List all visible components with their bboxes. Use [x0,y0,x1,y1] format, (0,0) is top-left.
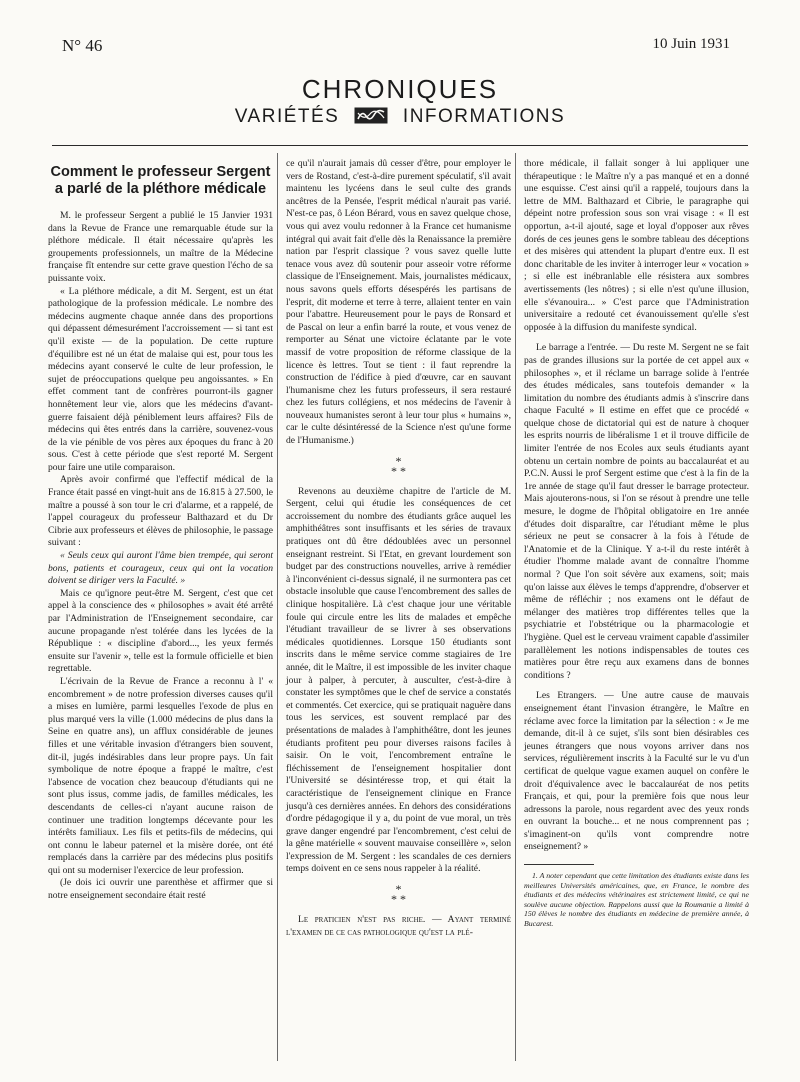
subtitle-left: VARIÉTÉS [234,106,340,127]
section-title: CHRONIQUES [301,74,499,104]
paragraph: « Seuls ceux qui auront l'âme bien trempée, qui seront bons, patients et courageux, ceux qui ont la vocation doivent se diriger vers la Faculté. » [48,550,273,587]
column-3 [524,158,749,929]
footnote [524,871,749,929]
section-separator: * * * [391,453,406,478]
paragraph: L'écrivain de la Revue de France a reconnu à l' « encombrement » de notre profession diverses causes qu'il a mises en lumière, parmi lesquelles l'exode de plus en plus marqué vers la ville (1.000 médecins de plus dans la Seine en quatre ans), un afflux considérable de jeunes filles et une véritable invasion d'étrangers bien souvent, dit-il, jugés indésirables dans leur propre pays. Un fait symbolique de notre époque a frappé le maître, c'est l'absence de vocation chez beaucoup d'étudiants qui ne sont plus issus, comme jadis, de familles médicales, les descendants de celles-ci n'ayant aucune raison de continuer une tradition longtemps décevante pour les intérêts familiaux. Les fils et petits-fils de médecins, qui ont connu le labeur paternel et la misère dorée, ont été remplacés dans la carrière par des médecins plus positifs qui ont su moderniser l'exercice de leur profession. [48,675,273,876]
paragraph: (Je dois ici ouvrir une parenthèse et affirmer que si notre enseignement secondaire était resté [48,877,273,902]
column-2 [286,158,511,939]
footnote-rule [524,864,594,865]
column-divider [515,153,516,1061]
section-subtitle [0,106,800,128]
paragraph: Le barrage a l'entrée. — Du reste M. Sergent ne se fait pas de grandes illusions sur la portée de cet appel aux « philosophes », et il réclame un barrage solide à l'entrée des études médicales, sans toutefois demander « la limitation du nombre des étudiants admis à s'inscrire dans chaque Faculté » Il estime en effet que ce procédé « quelque chose de dictatorial qui est de nature à choquer les esprits nourris de libéralisme 1 et il trouve difficile de limiter l'entrée de nos Ecoles aux seuls étudiants ayant obtenu un certain nombre de points au baccalauréat et au P.C.N. Aussi le prof Sergent estime que c'est à la fin de la 1re année de stage qu'il faut dresser le barrage protecteur. Mais ajouterons-nous, si l'on se résout à prendre une telle mesure, le dogme de l'hôpital obligatoire en 1re année d'études doit disparaître, car l'étudiant même le plus sérieux ne peut se consacrer à la fois à l'étude de l'Anatomie et de la Clinique. Y a-t-il du reste intérêt à étudier l'homme malade avant de connaître l'homme normal ? Que l'on soit sévère aux examens, soit; mais qu'on laisse aux élèves le temps d'apprendre, d'observer et même de réfléchir ; nos examens ont le défaut de mélanger des matières trop différentes telles que la psychiatrie et l'obstétrique ou la pharmacologie et l'hygiène. Quel est le cerveau vraiment capable d'assimiler parallèlement les notions indispensables de toutes ces matières pour être reçu aux examens dans de bonnes conditions ? [524,342,749,681]
subtitle-right: INFORMATIONS [402,106,566,127]
ornament-icon [354,107,388,124]
paragraph: Après avoir confirmé que l'effectif médical de la France était passé en vingt-huit ans de 16.815 à 27.500, le maître a poussé à son tour le cri d'alarme, et a rappelé, de l'appel courageux du professeur Balthazard et du Dr Cibrie aux professeurs et élèves de philosophie, le passage suivant : [48,474,273,549]
issue-number: N° 46 [62,36,103,55]
footnote-text: 1. A noter cependant que cette limitation des étudiants existe dans les meilleures Universités américaines, que, en France, le nombre des étudiants et des médecins vétérinaires est strictement limité, ce qui ne soulève aucune objection. Rappelons aussi que la Roumanie a limité à 150 élèves le nombre des étudiants en médecine de première année, à Bucarest. [524,871,749,929]
column-1 [48,158,273,903]
paragraph: Les Etrangers. — Une autre cause de mauvais enseignement étant l'invasion étrangère, le Maître en réclame avec force la limitation par la sélection : « Je me demande, dit-il à ce sujet, s'ils sont bien désirables ces jeunes étrangers que nous voyons arriver dans nos services, régulièrement inscrits à la Faculté sur le vu d'un certificat de quelque vague examen auquel on confère le droit d'équivalence avec le baccalauréat de nos petits Français, et qui, pour la première fois que nous leur adressons la parole, nous regardent avec des yeux ronds en ouvrant la bouche... et ne nous comprennent pas ; s'imaginent-on qu'ils vont comprendre notre enseignement? » [524,690,749,853]
paragraph: « La pléthore médicale, a dit M. Sergent, est un état pathologique de la profession médicale. Le nombre des médecins augmente chaque année dans des proportions qui dépassent démesurément l'accroissement — si tant est qu'il existe — de la population. De cette rupture d'équilibre est né un état de malaise qui est, pour tous les médecins ayant conservé le culte de leur profession, le sujet de préoccupations quelque peu angoissantes. » En effet comment tant de confrères pourront-ils gagner honnêtement leur vie, alors que les médecins d'avant-guerre faisaient déjà péniblement leurs affaires? Fils de médecins qui êtes entrés dans la carrière, souvenez-vous de la vie pénible de vos pères aux époques du franc à 20 sous. C'est à cette période que s'est reporté M. Sergent pour faire une utile comparaison. [48,285,273,473]
paragraph: M. le professeur Sergent a publié le 15 Janvier 1931 dans la Revue de France une remarquable étude sur la pléthore médicale. Il était nécessaire qu'après les groupements professionnels, un maître de la Médecine française fît entendre sur cette grave question l'écho de sa puissante voix. [48,210,273,284]
paragraph: Mais ce qu'ignore peut-être M. Sergent, c'est que cet appel à la conscience des « philosophes » avait été arrêté par l'Administration de l'Enseignement secondaire, car aucune propagande n'est tolérée dans les lycées de la République : « discipline d'abord..., les yeux fermés ensuite sur l'avenir », telle est la formule officielle et bien regrettable. [48,587,273,675]
paragraph: ce qu'il n'aurait jamais dû cesser d'être, pour employer le vers de Rostand, c'est-à-dire purement spéculatif, s'il avait maintenu les lycéens dans le seul culte des grands ancêtres de la Pensée, l'esprit médical n'aurait pas varié. N'est-ce pas, ô Léon Bérard, vous en savez quelque chose, vous qui avez voulu redonner à la France cet humanisme intégral qui avait fait d'elle dès la Renaissance la première nation par l'esprit classique ? vous savez quelle lutte tenace vous avez dû soutenir pour asseoir votre réforme classique de l'Enseignement. Mais, journalistes médicaux, nous savons quels efforts désespérés les partisans de l'esprit, dit moderne et terre à terre, allaient tenter en vain pour l'abattre. Heureusement pour le pays de Ronsard et de Pascal on leur a enfin barré la route, et vous venez de remporter au Sénat une victoire éclatante par le vote massif de votre proposition de réforme classique de la licence ès lettres. Tout se tient : il faut reprendre la construction de l'édifice à pied d'œuvre, car en sauvant l'humanisme chez les futurs professeurs, il sera restauré chez les futurs collégiens, et nos médecins de l'avenir à nouveaux humanistes seront à leur tour plus « humains », car le culte désintéressé de la Science n'est qu'une forme de l'Humanisme.) [286,158,511,447]
header-rule [52,145,748,146]
issue-date: 10 Juin 1931 [652,36,730,52]
section-separator: * * * [391,882,406,907]
paragraph: Le praticien n'est pas riche. — Ayant terminé l'examen de ce cas pathologique qu'est la plé- [286,914,511,938]
column-divider [277,153,278,1061]
paragraph: thore médicale, il fallait songer à lui appliquer une thérapeutique : le Maître n'y a pas manqué et en a donné une esquisse. C'est ainsi qu'il a rappelé, toujours dans la lettre de MM. Balthazard et Cibrie, le paragraphe qui dépeint notre profession sous son vrai visage : « Il est opportun, a-t-il ajouté, sage et loyal d'opposer aux rêves dorés de ces jeunes gens le sombre tableau des déceptions et des misères qui attendent la plupart d'entre eux. Il est donc charitable de les inviter à interroger leur « vocation » ; si elle est inébranlable elle résistera aux sombres avertissements (les nôtres) ; si elle n'est qu'une illusion, elle s'évanouira... » C'est parce que l'Administration universitaire a redouté cet évanouissement qu'elle s'est opposée à la diffusion du manifeste syndical. [524,158,749,333]
paragraph: Revenons au deuxième chapitre de l'article de M. Sergent, celui qui étudie les conséquences de cet accroissement du nombre des étudiants grâce auquel les amphithéâtres sont insuffisants et les séries de travaux pratiques ont dû être dédoublées avec un personnel enseignant restreint. Si l'Etat, en grevant lourdement son budget par des constructions nouvelles, arrive à remédier à l'inconvénient ci-dessus signalé, il ne surmontera pas cet obstacle insoluble que cause l'encombrement des salles de clinique hospitalière. Là c'est chaque jour une véritable foule qui circule entre les lits de malades et empêche l'étudiant travailleur de se livrer à ses observations médicales quotidiennes. Lorsque 150 étudiants sont inscrits dans le même service comme stagiaires de 1re année, dit le Maître, il est impossible de les inviter chaque jour à palper, à percuter, à ausculter, c'est-à-dire à constater les symptômes que le chef de service a constatés et commentés. Cet exercice, qui se pratiquait naguère dans tous les services, est souvent remplacé par des présentations de malades à l'amphithéâtre, dont les jeunes étudiants profitent peu pour diverses raisons faciles à saisir. On le voit, l'encombrement entraîne le fléchissement de l'enseignement hospitalier dont l'Université se désintéresse trop, et qui était la caractéristique de l'enseignement clinique en France jusqu'à ces dernières années. En dehors des considérations d'ordre pédagogique il y a, du point de vue moral, un très grave danger engendré par l'encombrement, c'est celui de la gêne matérielle « souvent mauvaise conseillère », selon l'expression de M. Sergent : les scandales de ces derniers temps doivent en ce sens nous rappeler à la réalité. [286,485,511,875]
article-title: Comment le professeur Sergent a parlé de la pléthore médicale [50,164,271,197]
